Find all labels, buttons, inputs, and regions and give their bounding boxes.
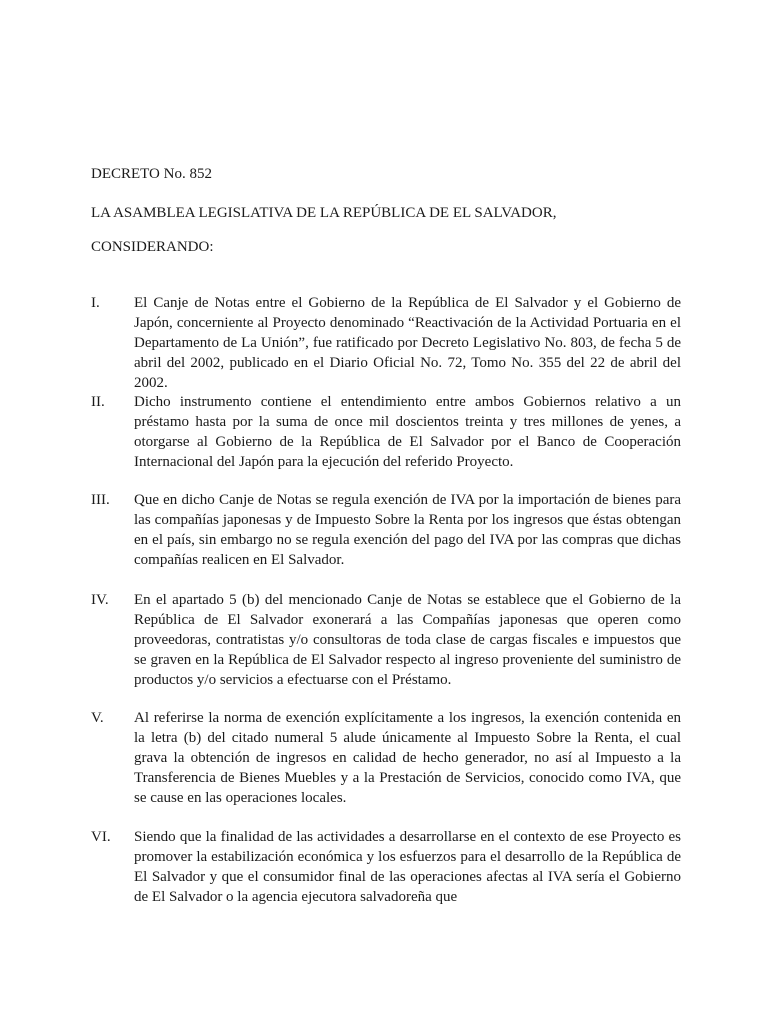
item-number: IV. xyxy=(91,592,109,608)
item-number: V. xyxy=(91,710,104,726)
item-number: III. xyxy=(91,492,110,508)
item-text: Siendo que la finalidad de las actividades a desarrollarse en el contexto de ese Proyecto es promover la estabilización económica y los esfuerzos para el desarrollo de la República de El Salvador y que el consumidor final de las operaciones afectas al IVA sería el Gobierno de El Salvador o la agencia ejecutora salvadoreña que xyxy=(134,829,681,905)
item-number: II. xyxy=(91,394,105,410)
item-text: El Canje de Notas entre el Gobierno de la República de El Salvador y el Gobierno de Japón, concerniente al Proyecto denominado “Reactivación de la Actividad Portuaria en el Departamento de La Unión”, fue ratificado por Decreto Legislativo No. 803, de fecha 5 de abril del 2002, publicado en el Diario Oficial No. 72, Tomo No. 355 del 22 de abril del 2002. xyxy=(134,295,681,391)
item-text: En el apartado 5 (b) del mencionado Canje de Notas se establece que el Gobierno de la República de El Salvador exonerará a las Compañías japonesas que operen como proveedoras, contratistas y/o consultoras de toda clase de cargas fiscales e impuestos que se graven en la República de El Salvador respecto al ingreso proveniente del suministro de productos y/o servicios a efectuarse con el Préstamo. xyxy=(134,592,681,688)
item-number: I. xyxy=(91,295,100,311)
decree-heading: DECRETO No. 852 xyxy=(91,166,212,182)
considerando-heading: CONSIDERANDO: xyxy=(91,239,214,255)
item-text: Dicho instrumento contiene el entendimiento entre ambos Gobiernos relativo a un préstamo hasta por la suma de once mil doscientos treinta y tres millones de yenes, a otorgarse al Gobierno de la República de El Salvador por el Banco de Cooperación Internacional del Japón para la ejecución del referido Proyecto. xyxy=(134,394,681,470)
issuer-line: LA ASAMBLEA LEGISLATIVA DE LA REPÚBLICA DE EL SALVADOR, xyxy=(91,205,557,221)
item-number: VI. xyxy=(91,829,111,845)
item-text: Que en dicho Canje de Notas se regula exención de IVA por la importación de bienes para las compañías japonesas y de Impuesto Sobre la Renta por los ingresos que éstas obtengan en el país, sin embargo no se regula exención del pago del IVA por las compras que dichas compañías realicen en El Salvador. xyxy=(134,492,681,568)
item-text: Al referirse la norma de exención explícitamente a los ingresos, la exención contenida en la letra (b) del citado numeral 5 alude únicamente al Impuesto Sobre la Renta, el cual grava la obtención de ingresos en calidad de hecho generador, no así al Impuesto a la Transferencia de Bienes Muebles y a la Prestación de Servicios, conocido como IVA, que se cause en las operaciones locales. xyxy=(134,710,681,806)
